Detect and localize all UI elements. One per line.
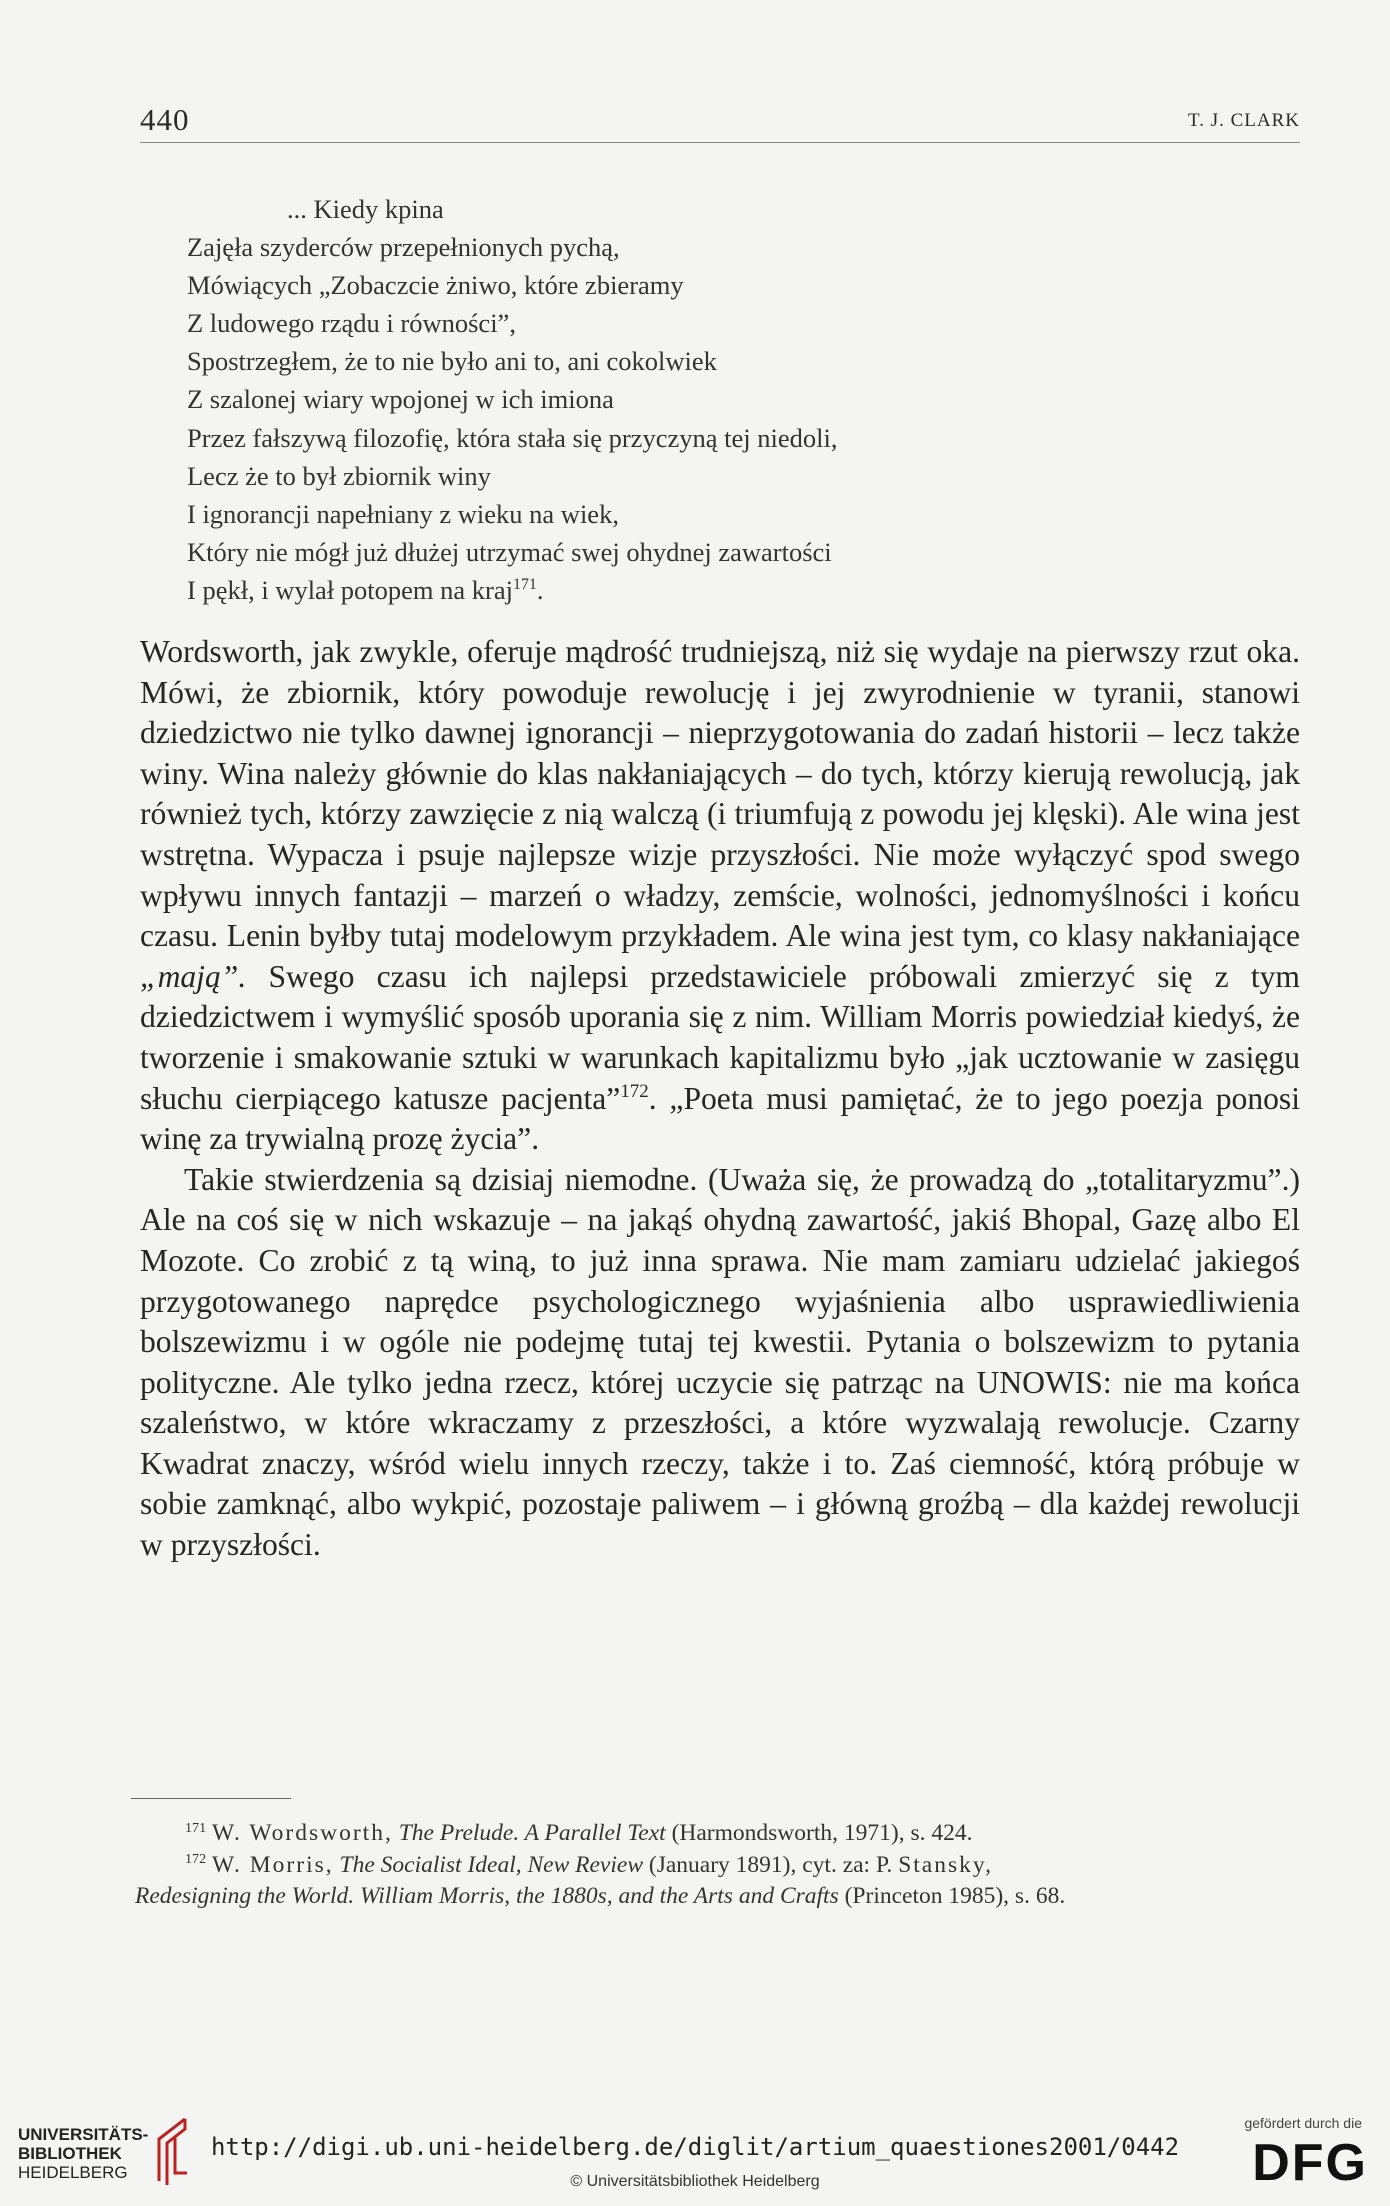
poem-line-last	[187, 571, 1247, 609]
library-line-1: UNIVERSITÄTS-	[18, 2125, 149, 2144]
footnote-171	[135, 1818, 1295, 1850]
poem-line: Lecz że to był zbiornik winy	[187, 460, 491, 491]
paragraph-1-text-a: Wordsworth, jak zwykle, oferuje mądrość trudniejszą, niż się wydaje na pierwszy rzut oka. Mówi, że zbiornik, który powoduje rewolucję i jej zwyrodnienie w tyranii, stanowi dziedzictwo nie tylko dawnej ignorancji – nieprzygotowania do zadań historii – lecz także winy. Wina należy głównie do klas nakłaniających – do tych, którzy kierują rewolucją, jak również tych, którzy zawzięcie z nią walczą (i triumfują z powodu jej klęski). Ale wina jest wstrętna. Wypacza i psuje najlepsze wizje przyszłości. Nie może wyłączyć spod swego wpływu innych fantazji – marzeń o władzy, zemście, wolności, jednomyślności i końcu czasu. Lenin byłby tutaj modelowym przykładem. Ale wina jest tym, co klasy nakłaniające	[140, 634, 1300, 954]
footnote-172	[135, 1850, 1295, 1913]
funding-label: gefördert durch die	[1244, 2115, 1362, 2131]
footnote-title: The Prelude. A Parallel Text	[398, 1820, 666, 1846]
page-number: 440	[140, 102, 190, 137]
poem-end-punct: .	[536, 574, 544, 605]
poem-line: Mówiących „Zobaczcie żniwo, które zbieramy	[187, 270, 684, 301]
footnote-title-2: Redesigning the World. William Morris, the 1880s, and the Arts and Crafts	[135, 1883, 839, 1909]
poem-line: ... Kiedy kpina	[287, 194, 444, 224]
poem-quotation	[187, 190, 1247, 609]
poem-line: Który nie mógł już dłużej utrzymać swej ohydnej zawartości	[187, 536, 832, 567]
footnote-divider	[131, 1798, 291, 1799]
footnote-author: W. Wordsworth,	[212, 1820, 393, 1846]
footnote-rest: (Harmondsworth, 1971), s. 424.	[665, 1820, 973, 1846]
paragraph-1	[140, 632, 1300, 1160]
paragraph-1-text-c: . „Poeta musi pamiętać, że to jego poezja ponosi winę za trywialną prozę życia”.	[140, 1080, 1300, 1157]
paragraph-1-italic: „mają”.	[140, 958, 247, 994]
footnote-ref-171[interactable]: 171	[513, 576, 537, 594]
footnotes	[135, 1818, 1295, 1913]
footnote-number: 172	[185, 1851, 207, 1868]
library-line-3: HEIDELBERG	[18, 2163, 128, 2182]
poem-line-text: I pękł, i wylał potopem na kraj	[187, 574, 514, 605]
source-url-link[interactable]: http://digi.ub.uni-heidelberg.de/diglit/artium_quaestiones2001/0442	[210, 2133, 1180, 2161]
poem-line: I ignorancji napełniany z wieku na wiek,	[187, 498, 619, 529]
poem-line: Przez fałszywą filozofię, która stała się przyczyną tej niedoli,	[187, 422, 838, 453]
poem-line: Zajęła szyderców przepełnionych pychą,	[187, 232, 620, 263]
footnote-mid: (January 1891), cyt. za: P.	[643, 1851, 899, 1878]
poem-line: Spostrzegłem, że to nie było ani to, ani cokolwiek	[187, 346, 717, 377]
library-line-2: BIBLIOTHEK	[18, 2144, 122, 2163]
footnote-title: The Socialist Ideal, New Review	[339, 1851, 643, 1878]
poem-line: Z ludowego rządu i równości”,	[187, 308, 516, 339]
paragraph-1-text-b: Swego czasu ich najlepsi przedstawiciele próbowali zmierzyć się z tym dziedzictwem i wymyślić sposób uporania się z nim. William Morris powiedział kiedyś, że tworzenie i smakowanie sztuki w warunkach kapitalizmu było „jak ucztowanie w zasięgu słuchu cierpiącego katusze pacjenta”	[140, 958, 1300, 1116]
copyright-notice: © Universitätsbibliothek Heidelberg	[570, 2173, 820, 2190]
footnote-number: 171	[185, 1819, 207, 1836]
poem-line: Z szalonej wiary wpojonej w ich imiona	[187, 384, 614, 415]
footnote-rest: (Princeton 1985), s. 68.	[838, 1883, 1066, 1909]
footnote-author: W. Morris,	[212, 1851, 334, 1878]
page-header	[140, 102, 1300, 143]
body-text	[140, 632, 1300, 1566]
dfg-logo: DFG	[1252, 2134, 1368, 2192]
running-head: T. J. CLARK	[1188, 110, 1300, 131]
digitization-footer	[0, 2115, 1390, 2206]
footnote-author-2: Stansky,	[898, 1851, 993, 1878]
paragraph-2: Takie stwierdzenia są dzisiaj niemodne. (Uważa się, że prowadzą do „totalitaryzmu”.) Ale na coś się w nich wskazuje – na jakąś ohydną zawartość, jakiś Bhopal, Gazę albo El Mozote. Co zrobić z tą winą, to już inna sprawa. Nie mam zamiaru udzielać jakiegoś przygotowanego naprędce psychologicznego wyjaśnienia albo usprawiedliwienia bolszewizmu i w ogóle nie podejmę tutaj tej kwestii. Pytania o bolszewizm to pytania polityczne. Ale tylko jedna rzecz, której uczycie się patrząc na UNOWIS: nie ma końca szaleństwo, w które wkraczamy z przeszłości, a które wyzwalają rewolucje. Czarny Kwadrat znaczy, wśród wielu innych rzeczy, także i to. Zaś ciemność, którą próbuje w sobie zamknąć, albo wykpić, pozostaje paliwem – i główną groźbą – dla każdej rewolucji w przyszłości.	[140, 1161, 1300, 1563]
footnote-ref-172[interactable]: 172	[620, 1081, 649, 1103]
